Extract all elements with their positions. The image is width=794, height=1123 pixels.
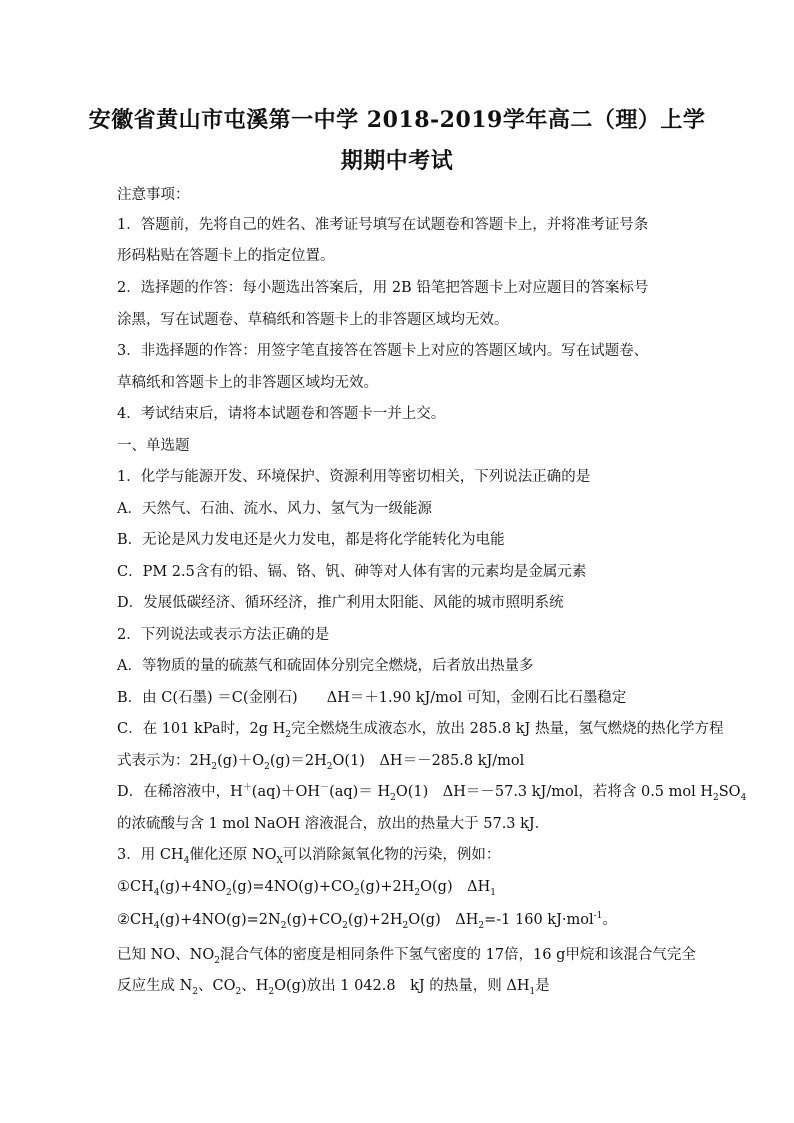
q1-option-d: D．发展低碳经济、循环经济，推广利用太阳能、风能的城市照明系统 (117, 595, 564, 611)
q1-stem: 1．化学与能源开发、环境保护、资源利用等密切相关，下列说法正确的是 (117, 469, 591, 485)
q3-stem: 3．用 $CH_4$催化还原 $NO_X$可以消除氮氧化物的污染，例如： (117, 847, 501, 866)
q2-option-c-line-1: C．在 101 kPa时，2g $H_2$完全燃烧生成液态水，放出 285.8 kJ 热量，氢气燃烧的热化学方程 (117, 721, 724, 740)
note-3-line-2: 草稿纸和答题卡上的非答题区域均无效。 (117, 375, 378, 391)
note-4: 4．考试结束后，请将本试题卷和答题卡一并上交。 (117, 406, 446, 422)
q1-option-c: C．PM 2.5含有的铅、镉、铬、钒、砷等对人体有害的元素均是金属元素 (117, 564, 587, 580)
q1-option-a: A．天然气、石油、流水、风力、氢气为一级能源 (117, 501, 432, 517)
q2-option-c-line-2: 式表示为：$2H_2(g)+O_2(g)=2H_2O(1)$ ΔH＝－285.8 kJ/mol (117, 753, 525, 772)
exam-title-line-1: 安徽省黄山市屯溪第一中学 2018-2019学年高二（理）上学 (88, 107, 706, 133)
note-2-line-1: 2．选择题的作答：每小题选出答案后，用 2B 铅笔把答题卡上对应题目的答案标号 (117, 280, 649, 296)
note-2-line-2: 涂黑，写在试题卷、草稿纸和答题卡上的非答题区域均无效。 (117, 312, 509, 328)
q2-option-d-line-2: 的浓硫酸与含 1 mol NaOH 溶液混合，放出的热量大于 57.3 kJ． (117, 816, 550, 832)
q3-paragraph-line-1: 已知 NO、$NO_2$混合气体的密度是相同条件下氢气密度的 17倍，16 g甲烷和该混合气完全 (117, 947, 696, 966)
q2-option-b: B．由 C(石墨) ＝C(金刚石) ΔH＝＋1.90 kJ/mol 可知，金刚石比石墨稳定 (117, 690, 627, 706)
q2-stem: 2．下列说法或表示方法正确的是 (117, 627, 330, 643)
q1-option-b: B．无论是风力发电还是火力发电，都是将化学能转化为电能 (117, 532, 505, 548)
note-1-line-1: 1．答题前，先将自己的姓名、准考证号填写在试题卷和答题卡上，并将准考证号条 (117, 217, 649, 233)
exam-title-line-2: 期期中考试 (340, 148, 454, 174)
note-1-line-2: 形码粘贴在答题卡上的指定位置。 (117, 248, 335, 264)
notes-heading: 注意事项： (117, 187, 190, 203)
q3-reaction-1: $①CH_4(g)+4NO_2(g)=4NO(g)+CO_2(g)+2H_2O(g)$ $\Delta H_1$ (117, 879, 496, 898)
q3-reaction-2: $②CH_4(g)+4NO(g)=2N_2(g)+CO_2(g)+2H_2O(g)$ $\Delta H_2=-1$ 160 kJ·mol$^{-1}$。 (117, 911, 617, 931)
q2-option-d-line-1: D．在稀溶液中，$H^+(aq)+OH^-(aq)= H_2O(1)$ ΔH＝－57.3 kJ/mol，若将含 0.5 mol $H_2SO_4$ (117, 783, 747, 803)
q2-option-a: A．等物质的量的硫蒸气和硫固体分别完全燃烧，后者放出热量多 (117, 658, 534, 674)
note-3-line-1: 3．非选择题的作答：用签字笔直接答在答题卡上对应的答题区域内。写在试题卷、 (117, 343, 649, 359)
q3-paragraph-line-2: 反应生成 $N_2$、$CO_2$、$H_2O(g)$放出 1 042.8 kJ 的热量，则 $\Delta H_1$是 (117, 978, 550, 997)
section-heading: 一、单选题 (117, 438, 190, 454)
